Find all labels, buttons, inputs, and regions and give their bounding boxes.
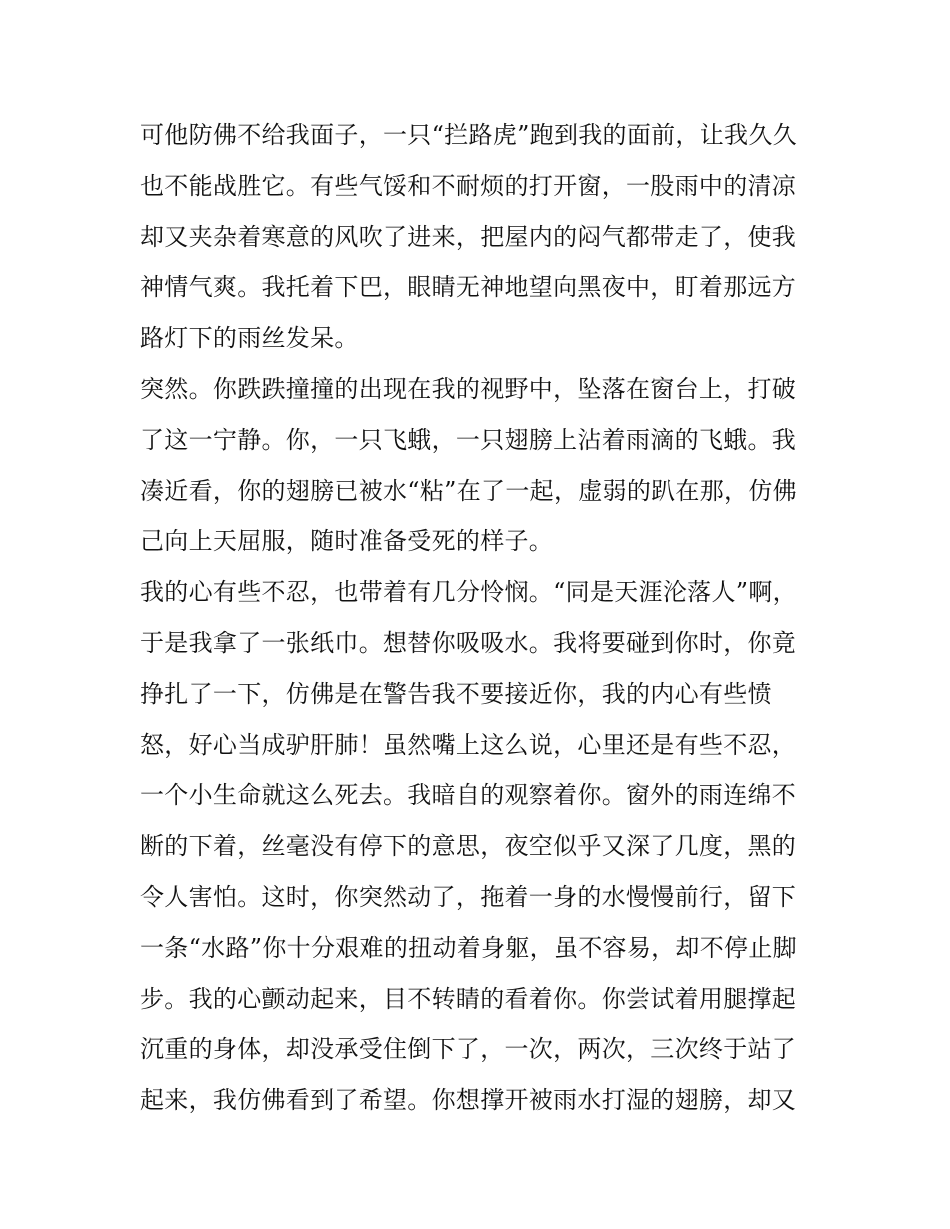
text-line: 路灯下的雨丝发呆。 [140, 324, 359, 353]
text-line: 挣扎了一下，仿佛是在警告我不要接近你，我的内心有些愤 [140, 679, 772, 708]
text-line: 神情气爽。我托着下巴，眼睛无神地望向黑夜中，盯着那远方 [140, 273, 797, 302]
text-line: 己向上天屈服，随时准备受死的样子。 [140, 527, 554, 556]
text-line: 怒，好心当成驴肝肺！虽然嘴上这么说，心里还是有些不忍， [140, 730, 797, 759]
text-line: 于是我拿了一张纸巾。想替你吸吸水。我将要碰到你时，你竟 [140, 628, 797, 657]
text-line: 可他防佛不给我面子，一只“拦路虎”跑到我的面前，让我久久 [140, 121, 797, 149]
text-line: 突然。你跌跌撞撞的出现在我的视野中，坠落在窗台上，打破 [140, 374, 797, 403]
text-line: 了这一宁静。你，一只飞蛾，一只翅膀上沾着雨滴的飞蛾。我 [140, 425, 797, 454]
text-line: 我的心有些不忍，也带着有几分怜悯。“同是天涯沦落人”啊， [140, 578, 797, 607]
body-text [140, 110, 812, 1126]
text-line: 一个小生命就这么死去。我暗自的观察着你。窗外的雨连绵不 [140, 781, 797, 810]
text-line: 却又夹杂着寒意的风吹了进来，把屋内的闷气都带走了，使我 [140, 222, 797, 251]
text-line: 也不能战胜它。有些气馁和不耐烦的打开窗，一股雨中的清凉 [140, 171, 797, 200]
text-line: 步。我的心颤动起来，目不转睛的看着你。你尝试着用腿撑起 [140, 984, 797, 1013]
text-line: 断的下着，丝毫没有停下的意思，夜空似乎又深了几度，黑的 [140, 832, 797, 861]
text-line: 沉重的身体，却没承受住倒下了，一次，两次，三次终于站了 [140, 1035, 797, 1064]
text-line: 凑近看，你的翅膀已被水“粘”在了一起，虚弱的趴在那，仿佛 [140, 476, 797, 505]
text-line: 起来，我仿佛看到了希望。你想撑开被雨水打湿的翅膀，却又 [140, 1086, 797, 1115]
text-line: 一条“水路”你十分艰难的扭动着身躯，虽不容易，却不停止脚 [140, 933, 797, 962]
text-line: 令人害怕。这时，你突然动了，拖着一身的水慢慢前行，留下 [140, 882, 797, 911]
